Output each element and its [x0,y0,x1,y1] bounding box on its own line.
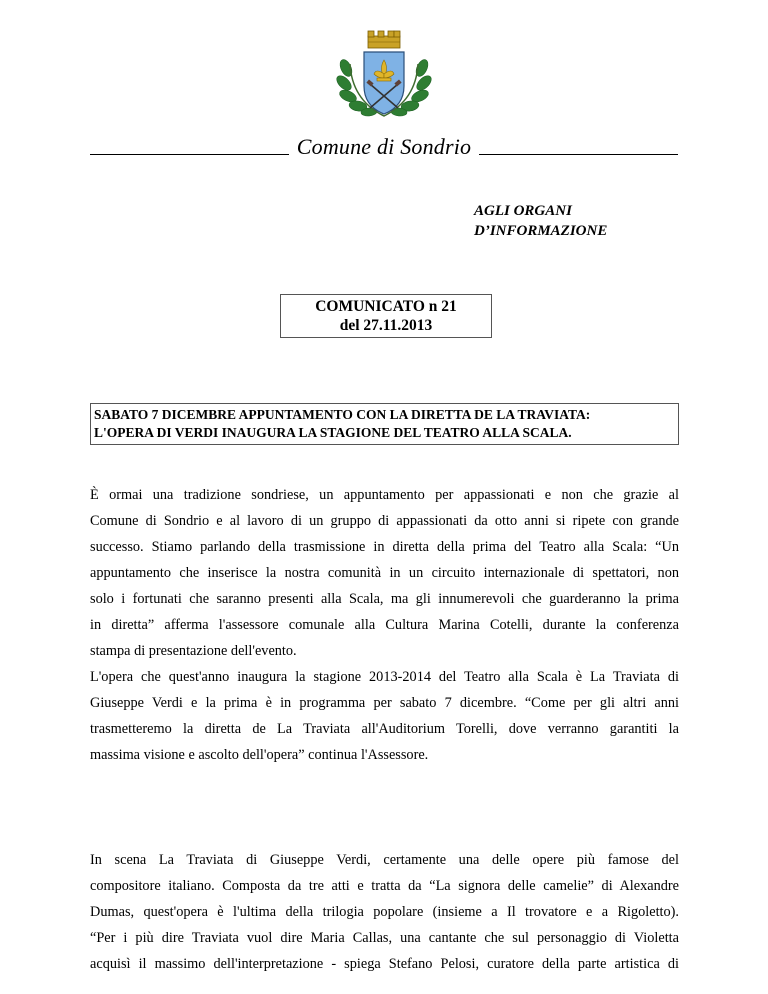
comunicato-number: COMUNICATO n 21 [315,298,457,315]
right-rule [479,154,678,155]
text-line: “Per i più dire Traviata vuol dire Maria Callas, una cantante che sul personaggio di Violetta [90,930,679,946]
left-rule [90,154,289,155]
body-paragraph-2 [90,847,679,977]
headline-box [90,403,679,445]
text-line: trasmetteremo la diretta de La Traviata all'Auditorium Torelli, dove verranno garantiti la [90,721,679,737]
comunicato-box [280,294,492,338]
recipient-block [474,201,607,241]
municipality-title: Comune di Sondrio [296,134,472,159]
headline-line-2: L'OPERA DI VERDI INAUGURA LA STAGIONE DEL TEATRO ALLA SCALA. [94,425,572,440]
recipient-line-2: D’INFORMAZIONE [474,223,608,239]
text-line: Comune di Sondrio e al lavoro di un gruppo di appassionati da otto anni si ripete con grande [90,513,679,529]
text-line: massima visione e ascolto dell'opera” continua l'Assessore. [90,747,429,763]
comunicato-date: del 27.11.2013 [339,317,433,334]
text-line: in diretta” afferma l'assessore comunale alla Cultura Marina Cotelli, durante la conferenza [90,617,679,633]
text-line: Giuseppe Verdi e la prima è in programma per sabato 7 dicembre. “Come per gli altri anni [90,695,679,711]
text-line: appuntamento che inserisce la nostra comunità in un circuito internazionale di spettatori, non [90,565,679,581]
body-paragraph-1 [90,482,679,768]
text-line: Dumas, quest'opera è l'ultima della trilogia popolare (insieme a Il trovatore e a Rigoletto). [90,904,679,920]
text-line: solo i fortunati che saranno presenti alla Scala, ma gli innumerevoli che guarderanno la prima [90,591,679,607]
text-line: acquisì il massimo dell'interpretazione - spiega Stefano Pelosi, curatore della parte artistica di [90,956,679,972]
recipient-line-1: AGLI ORGANI [474,203,572,219]
text-line: stampa di presentazione dell'evento. [90,643,297,659]
text-line: L'opera che quest'anno inaugura la stagione 2013-2014 del Teatro alla Scala è La Traviata di [90,669,679,685]
text-line: successo. Stiamo parlando della trasmissione in diretta della prima del Teatro alla Scala: “Un [90,539,679,555]
headline-line-1: SABATO 7 DICEMBRE APPUNTAMENTO CON LA DIRETTA DE LA TRAVIATA: [94,407,591,422]
text-line: In scena La Traviata di Giuseppe Verdi, certamente una delle opere più famose del [90,852,679,868]
coat-of-arms-logo [286,28,482,122]
text-line: È ormai una tradizione sondriese, un appuntamento per appassionati e non che grazie al [90,487,679,503]
text-line: compositore italiano. Composta da tre atti e tratta da “La signora delle camelie” di Alexandre [90,878,679,894]
header-line [90,128,678,160]
